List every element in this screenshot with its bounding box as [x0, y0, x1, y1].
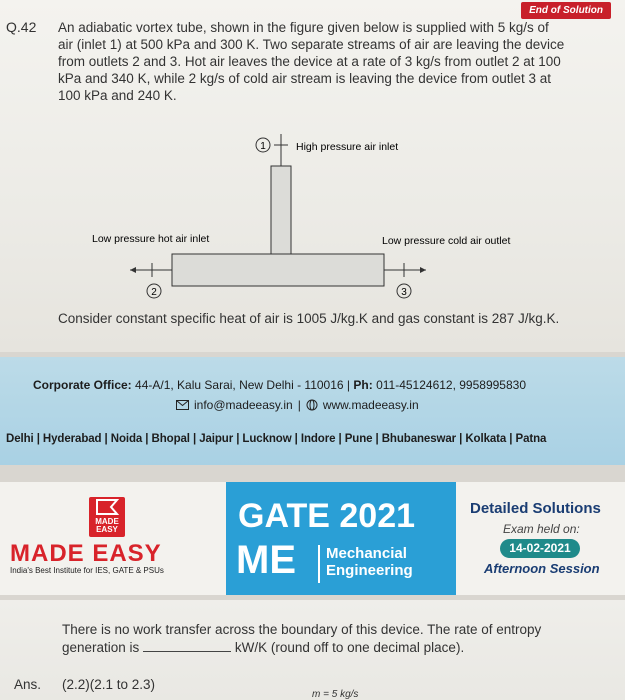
sub-question: [62, 621, 592, 657]
paper-name-line-1: Mechancial: [326, 545, 407, 562]
answer-value: (2.2)(2.1 to 2.3): [62, 677, 156, 692]
corp-label: Corporate Office:: [33, 378, 132, 392]
detailed-solutions-heading: Detailed Solutions: [470, 500, 601, 517]
question-number: Q.42: [6, 19, 37, 35]
answer-label: Ans.: [14, 677, 42, 692]
question-line: from outlets 2 and 3. Hot air leaves the device at a rate of 3 kg/s from outlet 2 at 100: [58, 54, 561, 69]
exam-date-badge: 14-02-2021: [500, 539, 580, 558]
constants-statement: Consider constant specific heat of air is 1005 J/kg.K and gas constant is 287 J/kg.K.: [58, 311, 560, 326]
inlet-label: High pressure air inlet: [296, 141, 399, 153]
answer-blank: [143, 651, 231, 652]
separator: |: [343, 378, 354, 392]
session-label: Afternoon Session: [484, 561, 600, 576]
globe-icon: [306, 399, 318, 411]
end-of-solution-badge: End of Solution: [521, 2, 611, 19]
vortex-tube-body: [172, 254, 384, 286]
brand-name: MADE EASY: [10, 540, 162, 567]
question-line: kPa and 340 K, while 2 kg/s of cold air stream is leaving the device from outlet 3 at: [58, 71, 552, 86]
sub-question-text: generation is: [62, 640, 140, 655]
node-2-label: 2: [151, 287, 157, 298]
inlet-pipe: [271, 166, 291, 254]
question-line: air (inlet 1) at 500 kPa and 300 K. Two separate streams of air are leaving the device: [58, 37, 565, 52]
brand-tagline: India's Best Institute for IES, GATE & PSUs: [10, 566, 164, 575]
website-link[interactable]: www.madeeasy.in: [322, 398, 419, 412]
corp-address: 44-A/1, Kalu Sarai, New Delhi - 110016: [131, 378, 344, 392]
email-web-line: [176, 398, 419, 412]
question-line: 100 kPa and 240 K.: [58, 88, 177, 103]
exam-held-label: Exam held on:: [503, 522, 580, 536]
cold-outlet-label: Low pressure cold air outlet: [382, 235, 511, 247]
sub-question-text: kW/K (round off to one decimal place).: [231, 640, 465, 655]
node-1-label: 1: [260, 141, 266, 152]
solution-start-fragment: m = 5 kg/s: [312, 689, 359, 700]
node-3-label: 3: [401, 287, 407, 298]
hot-outlet-label: Low pressure hot air inlet: [92, 233, 210, 245]
corporate-office-line: [33, 378, 526, 392]
paper-name-line-2: Engineering: [326, 562, 413, 579]
divider: [318, 545, 320, 583]
gate-title: GATE 2021: [238, 497, 416, 535]
phone-numbers: 011-45124612, 9958995830: [372, 378, 526, 392]
sub-question-line-2: [62, 639, 592, 657]
paper-name: [326, 545, 413, 579]
logo-caption: MADE EASY: [95, 517, 119, 534]
email-link[interactable]: info@madeeasy.in: [194, 398, 293, 412]
separator: |: [297, 398, 301, 412]
question-text: [58, 19, 610, 104]
mail-icon: [176, 400, 189, 410]
paper-code: ME: [236, 538, 296, 582]
city-list: Delhi | Hyderabad | Noida | Bhopal | Jaipur | Lucknow | Indore | Pune | Bhubaneswar | Kolkata | Patna: [6, 433, 547, 445]
sub-question-line: There is no work transfer across the boundary of this device. The rate of entropy: [62, 622, 542, 637]
vortex-tube-diagram: [80, 128, 540, 308]
question-line: An adiabatic vortex tube, shown in the figure given below is supplied with 5 kg/s of: [58, 20, 549, 35]
phone-label: Ph:: [353, 378, 373, 392]
